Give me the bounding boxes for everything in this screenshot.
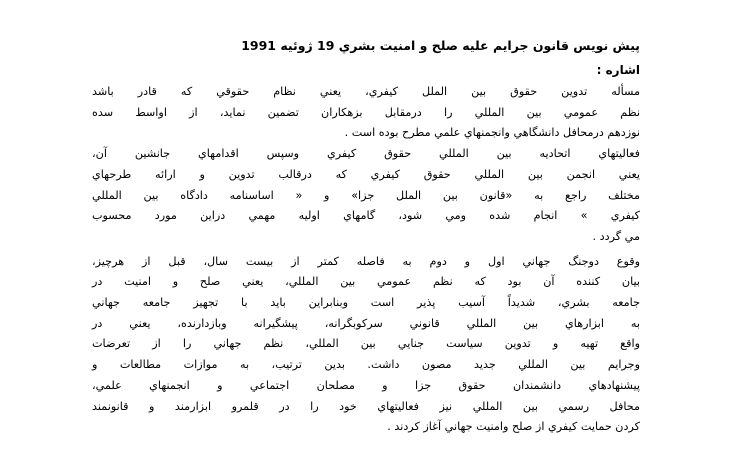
paragraph-2 [92,252,640,438]
text-line: مختلف راجع به «قانون بين الملل جزا» و « اساسنامه دادگاه بين المللي [92,188,640,202]
text-line: وقوع دوجنگ جهاني اول و دوم به فاصله كمتر از بيست سال، قبل از هرچيز، [92,254,640,268]
text-line: جامعه بشري، شديداً آسيب پذير است وبنابراين بايد با تجهيز جامعه جهاني [92,296,640,310]
text-line: نوزدهم درمحافل دانشگاهي وانجمنهاي علمي مطرح بوده است . [344,126,640,140]
paragraph-1 [92,82,640,248]
document-page [92,36,640,438]
document-title: پيش نويس قانون جرايم عليه صلح و امنيت بشري 19 ژوئيه 1991 [241,38,640,53]
text-line: بيان كننده آن بود كه نظم عمومي بين المللي، يعني صلح و امنيت در [92,275,640,289]
text-line: كردن حمايت كيفري از صلح وامنيت جهاني آغاز كردند . [387,420,640,434]
text-line: مسأله تدوين حقوق بين الملل كيفري، يعني نظام حقوقي كه قادر باشد [92,85,640,98]
text-line: نظم عمومي بين المللي را درمقابل بزهكاران تضمين نمايد، از اواسط سده [92,105,640,119]
section-heading: اشاره : [596,63,640,77]
text-line: فعاليتهاي اتحاديه بين المللي حقوق كيفري وسپس اقدامهاي جانشين آن، [92,147,640,161]
text-line: كيفري » انجام شده ومي شود، گامهاي اوليه مهمي دراين مورد محسوب [92,209,640,223]
text-line: پيشنهادهاي دانشمندان حقوق جزا و مصلحان اجتماعي و انجمنهاي علمي، [92,378,640,392]
text-line: مي گردد . [592,229,640,243]
text-line: يعني انجمن بين المللي حقوق كيفري كه درقالب تدوين و ارائه طرحهاي [92,167,640,181]
text-line: وجرايم بين المللي جديد مصون داشت. بدين ترتيب، به موازات مطالعات و [92,358,640,372]
text-line: به ابزارهاي بين المللي قانوني سركوبگرانه، پيشگيرانه وبازدارنده، يعني در [92,316,640,330]
text-line: محافل رسمي بين المللي نيز فعاليتهاي خود را در قلمرو ابزارمند و قانونمند [92,399,640,413]
text-line: واقع تهيه و تدوين سياست جنايي بين المللي، نظم جهاني را از تعرضات [92,337,640,351]
